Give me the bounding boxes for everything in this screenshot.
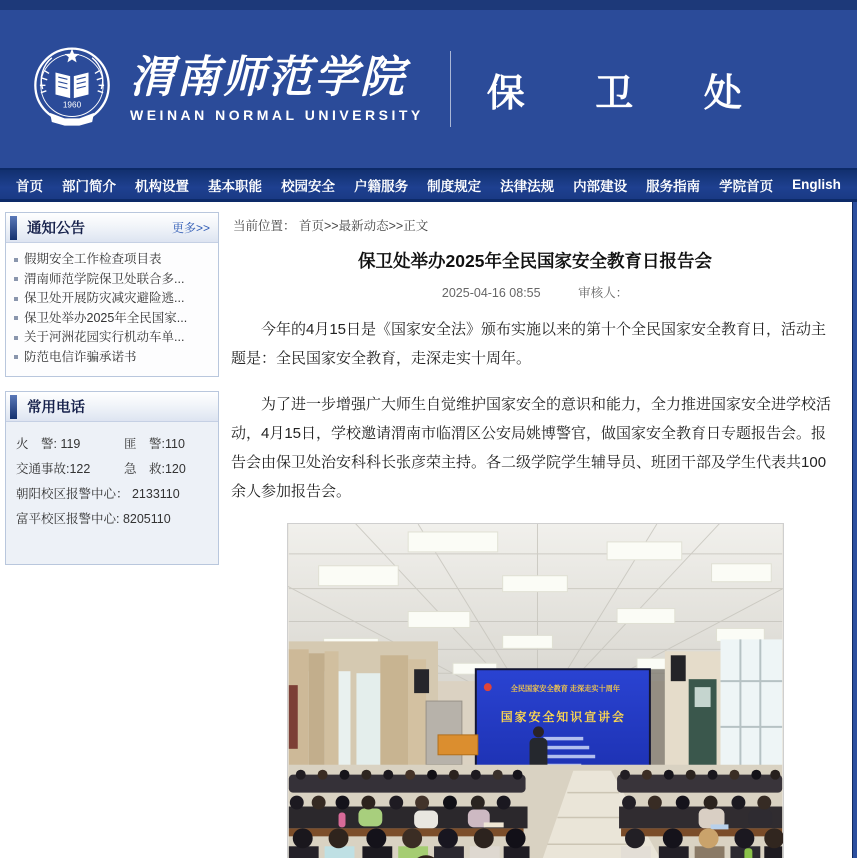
screen-title-text: 国家安全知识宣讲会 [500,709,626,724]
phone-row [16,432,210,457]
notices-panel [5,212,219,377]
notice-item-label: 关于河洲花园实行机动车单... [24,330,185,344]
breadcrumb-path[interactable]: 首页>>最新动态>>正文 [299,219,429,233]
article-body [231,315,839,507]
right-edge-strip [852,202,857,858]
bullet-square-icon [14,297,18,301]
phone-traffic: 交通事故:122 [16,462,91,476]
bullet-square-icon [14,355,18,359]
notice-list [6,243,218,376]
bullet-square-icon [14,258,18,262]
notice-item-label: 假期安全工作检查项目表 [24,252,162,266]
main-nav [0,168,857,202]
phone-row [16,457,210,482]
notice-item-label: 渭南师范学院保卫处联合多... [24,271,185,286]
article-paragraph: 今年的4月15日是《国家安全法》颁布实施以来的第十个全民国家安全教育日，活动主题是：全民国家安全教育，走深走实十周年。 [231,321,827,368]
notice-item[interactable] [14,309,212,329]
notices-panel-header [6,213,218,243]
notice-item-label: 防范电信诈骗承诺书 [24,349,137,364]
nav-item-laws[interactable]: 法律法规 [500,178,555,194]
article-paragraph: 为了进一步增强广大师生自觉维护国家安全的意识和能力，全力推进国家安全进学校活动，4月15日，学校邀请渭南市临渭区公安局姚博警官，做国家安全教育日专题报告会。报告会由保卫处治安科科长张彦荣主持。各二级学院学生辅导员、班团干部及学生代表共100余人参加报告会。 [231,395,832,501]
bullet-square-icon [14,336,18,340]
university-name-cn: 渭南师范学院 [130,51,406,103]
article-photo-wrap [231,523,839,858]
phone-row [16,482,210,507]
phone-fire: 火 警: 119 [16,437,81,451]
phones-body [6,422,218,564]
breadcrumb [233,216,839,234]
phones-panel-header [6,392,218,422]
nav-item-household[interactable]: 户籍服务 [354,178,409,194]
department-title: 保 卫 处 [486,72,772,115]
page-body [0,202,857,853]
open-book-icon [56,73,89,99]
notices-title: 通知公告 [27,221,85,237]
nav-item-org[interactable]: 机构设置 [135,178,190,194]
nav-item-service-guide[interactable]: 服务指南 [646,178,701,194]
article-photo [287,523,784,858]
sidebar [5,212,219,853]
nav-item-dept-intro[interactable]: 部门简介 [62,178,117,194]
nav-item-functions[interactable]: 基本职能 [208,178,263,194]
notices-more-link[interactable]: 更多>> [171,221,210,235]
article-reviewer-label: 审核人： [578,286,629,300]
main-content [231,212,843,853]
nav-item-english[interactable]: English [792,177,841,192]
phones-panel [5,391,219,565]
phone-fuping-campus: 富平校区报警中心: 8205110 [16,512,171,526]
university-logo-icon [28,41,116,137]
brand-block [130,51,424,124]
nav-item-college-home[interactable]: 学院首页 [719,178,774,194]
nav-item-rules[interactable]: 制度规定 [427,178,482,194]
bullet-square-icon [14,277,18,281]
screen-banner-text: 全民国家安全教育 走深走实十周年 [510,684,620,693]
notice-item[interactable] [14,270,212,290]
phone-row [16,507,210,532]
notice-item[interactable] [14,328,212,348]
phone-police: 匪 警:110 [124,437,185,451]
panel-accent-bar [10,216,17,240]
article-date: 2025-04-16 08:55 [441,286,541,300]
phone-ambulance: 急 救:120 [124,462,186,476]
phone-chaoyang-campus: 朝阳校区报警中心： 2133110 [16,487,180,501]
notice-item[interactable] [14,289,212,309]
phones-title: 常用电话 [27,400,85,416]
nav-item-internal[interactable]: 内部建设 [573,178,628,194]
breadcrumb-prefix: 当前位置： [233,219,296,233]
site-header [0,10,857,168]
header-divider [450,51,451,127]
notice-item-label: 保卫处举办2025年全民国家... [24,310,188,325]
notice-item[interactable] [14,250,212,270]
article-title: 保卫处举办2025年全民国家安全教育日报告会 [358,251,712,271]
article-meta [231,283,839,301]
nav-item-campus-safety[interactable]: 校园安全 [281,178,336,194]
notice-item-label: 保卫处开展防灾减灾避险逃... [24,291,185,305]
university-name-en: WEINAN NORMAL UNIVERSITY [130,107,424,124]
top-strip [0,0,857,10]
notice-item[interactable] [14,348,212,368]
nav-item-home[interactable]: 首页 [16,178,43,194]
svg-text:1960: 1960 [62,100,82,110]
panel-accent-bar [10,395,17,419]
bullet-square-icon [14,316,18,320]
